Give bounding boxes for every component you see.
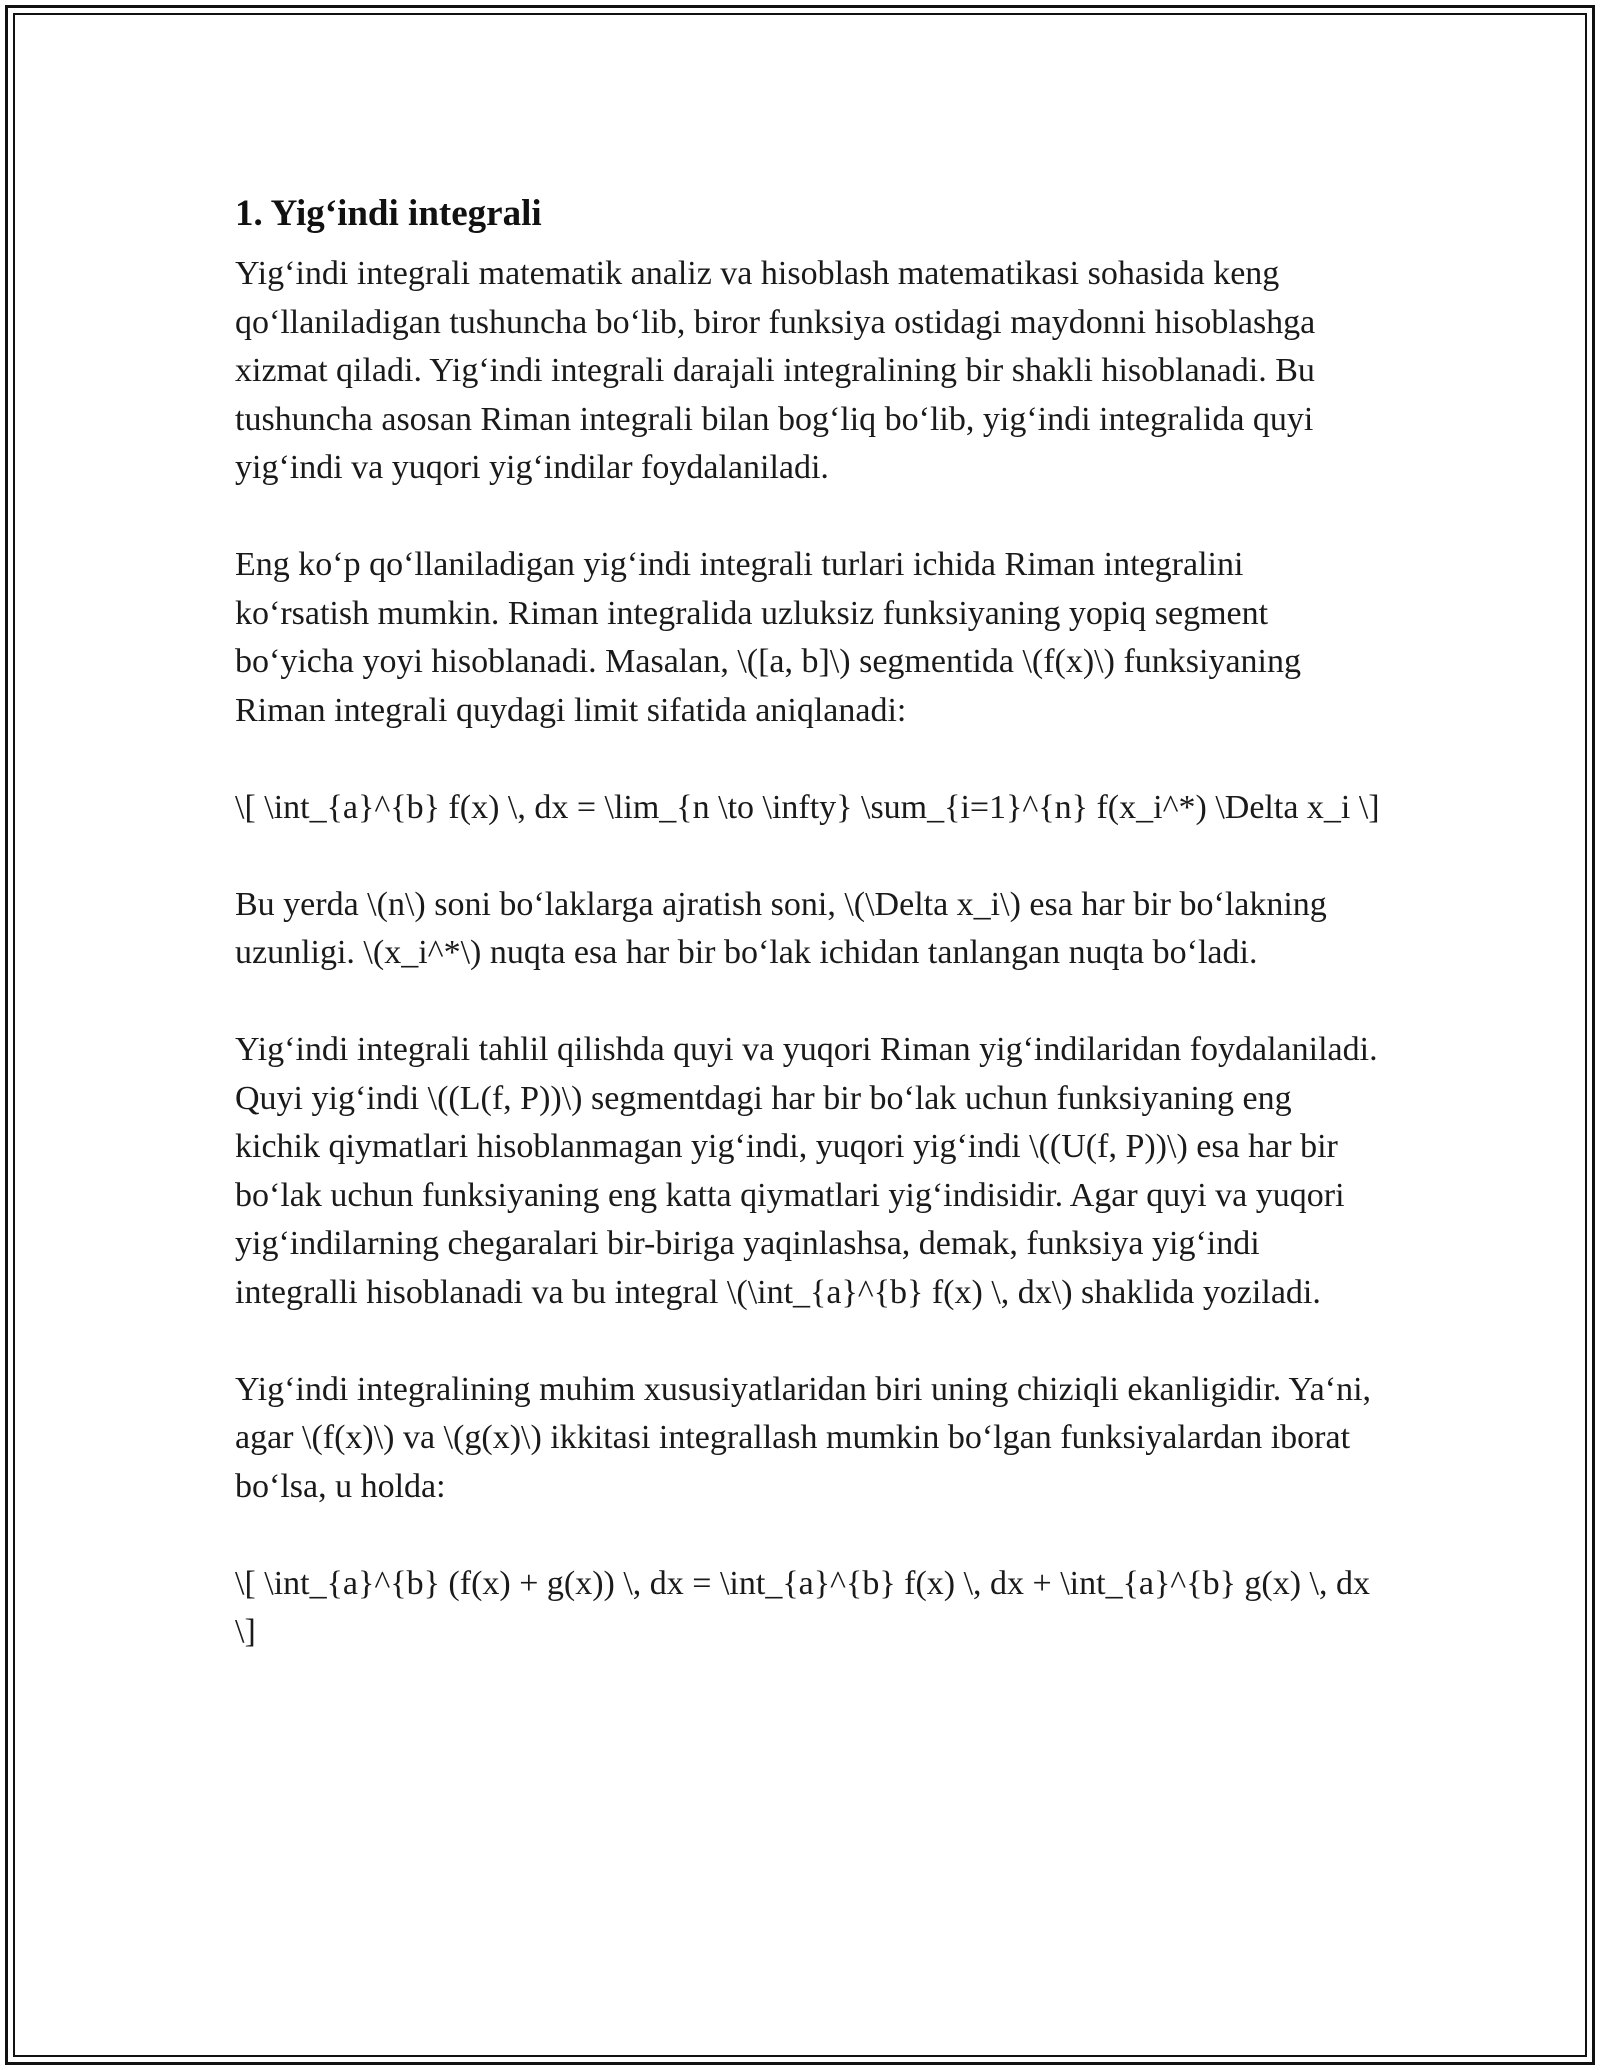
document-body <box>235 186 1385 1657</box>
paragraph-notation: Bu yerda \(n\) soni bo‘laklarga ajratish soni, \(\Delta x_i\) esa har bir bo‘lakning uzunligi. \(x_i^*\) nuqta esa har bir bo‘lak ichidan tanlangan nuqta bo‘ladi. <box>235 885 1327 971</box>
formula-riemann-limit: \[ \int_{a}^{b} f(x) \, dx = \lim_{n \to \infty} \sum_{i=1}^{n} f(x_i^*) \Delta x_i \] <box>235 788 1380 826</box>
section-heading: 1. Yig‘indi integrali <box>235 193 542 234</box>
paragraph-linearity: Yig‘indi integralining muhim xususiyatlaridan biri uning chiziqli ekanligidir. Ya‘ni, agar \(f(x)\) va \(g(x)\) ikkitasi integrallash mumkin bo‘lgan funksiyalardan iborat bo‘lsa, u holda: <box>235 1370 1372 1505</box>
paragraph-lower-upper-sums: Yig‘indi integrali tahlil qilishda quyi va yuqori Riman yig‘indilaridan foydalaniladi. Quyi yig‘indi \((L(f, P))\) segmentdagi har bir bo‘lak uchun funksiyaning eng kichik qiymatlari hisoblanmagan yig‘indi, yuqori yig‘indi \((U(f, P))\) esa har bir bo‘lak uchun funksiyaning eng katta qiymatlari yig‘indisidir. Agar quyi va yuqori yig‘indilarning chegaralari bir-biriga yaqinlashsa, demak, funksiya yig‘indi integralli hisoblanadi va bu integral \(\int_{a}^{b} f(x) \, dx\) shaklida yoziladi. <box>235 1031 1378 1311</box>
paragraph-riemann: Eng ko‘p qo‘llaniladigan yig‘indi integrali turlari ichida Riman integralini ko‘rsatish mumkin. Riman integralida uzluksiz funksiyaning yopiq segment bo‘yicha yoyi hisoblanadi. Masalan, \([a, b]\) segmentida \(f(x)\) funksiyaning Riman integrali quydagi limit sifatida aniqlanadi: <box>235 546 1301 729</box>
formula-linearity: \[ \int_{a}^{b} (f(x) + g(x)) \, dx = \int_{a}^{b} f(x) \, dx + \int_{a}^{b} g(x) \, dx \] <box>235 1564 1370 1650</box>
paragraph-intro: Yig‘indi integrali matematik analiz va hisoblash matematikasi sohasida keng qo‘llaniladigan tushuncha bo‘lib, biror funksiya ostidagi maydonni hisoblashga xizmat qiladi. Yig‘indi integrali darajali integralining bir shakli hisoblanadi. Bu tushuncha asosan Riman integrali bilan bog‘liq bo‘lib, yig‘indi integralida quyi yig‘indi va yuqori yig‘indilar foydalaniladi. <box>235 255 1316 486</box>
